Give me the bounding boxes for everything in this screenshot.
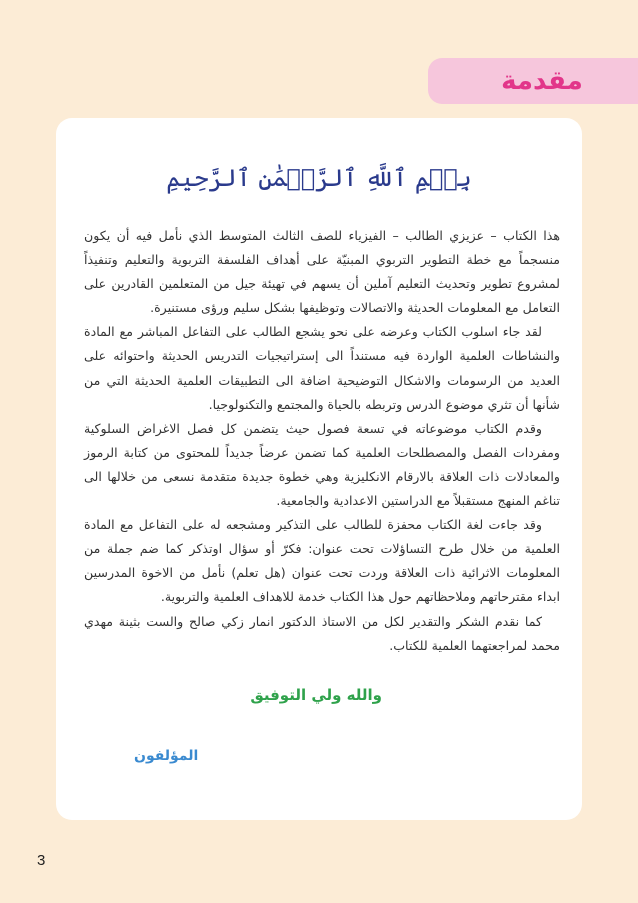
basmala: بِسۡمِ ٱللَّهِ ٱلرَّحۡمَٰنِ ٱلرَّحِيمِ	[166, 164, 472, 192]
introduction-text	[84, 224, 560, 658]
paragraph-3: وقدم الكتاب موضوعاته في تسعة فصول حيث يتضمن كل فصل الاغراض السلوكية ومفردات الفصل والمصطلحات العلمية كما تضمن عرضاً جديداً للمحتوى من كتابة الرموز والمعادلات ذات العلاقة بالارقام الانكليزية وهي خطوة جديدة متقدمة نسعى من خلالها الى تناغم المنهج مستقبلاً مع الدراستين الاعدادية والجامعية.	[84, 420, 560, 509]
paragraph-1: هذا الكتاب – عزيزي الطالب – الفيزياء للصف الثالث المتوسط الذي نأمل فيه أن يكون منسجماً مع خطة التطوير التربوي المبنيّة على أهداف الفلسفة التربوية والتعليم وتنفيذاً لمشروع تطوير وتحديث التعليم آملين أن يسهم في تهيئة جيل من المتعلمين القادرين على التعامل مع المعلومات الحديثة والاتصالات وتوظيفها بشكل سليم ورؤى مستنيرة.	[84, 228, 560, 316]
closing-phrase: والله ولي التوفيق	[250, 686, 382, 704]
paragraph-2: لقد جاء اسلوب الكتاب وعرضه على نحو يشجع الطالب على التفاعل المباشر مع المادة والنشاطات العلمية الواردة فيه مستنداً الى إستراتيجيات التدريس الحديثة واحتوائه على العديد من الرسومات والاشكال التوضيحية اضافة الى التطبيقات العلمية الحديثة التي من شأنها أن تثري موضوع الدرس وتربطه بالحياة والمجتمع والتكنولوجيا.	[84, 324, 560, 412]
paragraph-4: وقد جاءت لغة الكتاب محفزة للطالب على التذكير ومشجعه له على التفاعل مع المادة العلمية من خلال طرح التساؤلات تحت عنوان: فكرّ أو سؤال اوتذكر كما ضم جملة من المعلومات الاثرائية ذات العلاقة وردت تحت عنوان (هل تعلم) نأمل من الاخوة المدرسين ابداء مقترحاتهم وملاحظاتهم حول هذا الكتاب خدمة للاهداف العلمية والتربوية.	[84, 517, 560, 605]
authors-signature: المؤلفون	[134, 748, 199, 764]
title-tab	[428, 58, 638, 104]
page-number: 3	[37, 852, 46, 869]
page-title: مقدمة	[501, 66, 583, 96]
paragraph-5: كما نقدم الشكر والتقدير لكل من الاستاذ الدكتور انمار زكي صالح والست بثينة مهدي محمد لمراجعتهما العلمية للكتاب.	[84, 613, 560, 653]
content-card	[56, 118, 582, 820]
